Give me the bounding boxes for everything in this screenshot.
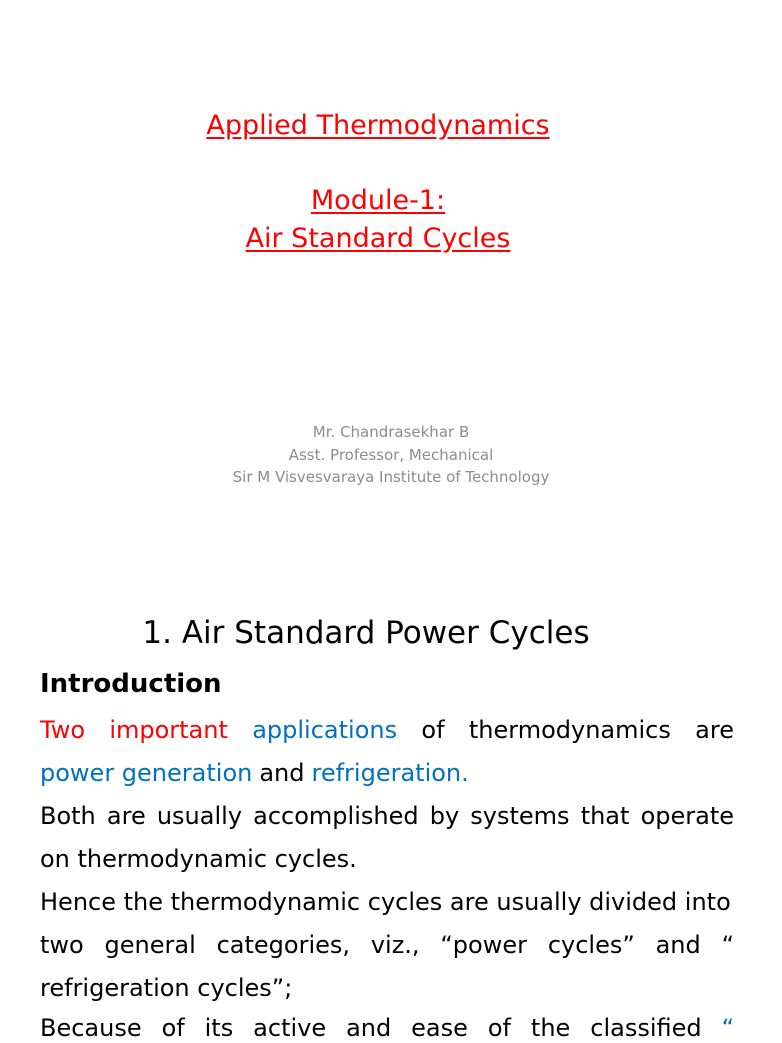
body-word: thermodynamics	[468, 716, 671, 744]
introduction-heading: Introduction	[40, 669, 222, 699]
body-word: general	[104, 931, 196, 959]
body-word: that	[580, 802, 630, 830]
body-word: and	[655, 931, 701, 959]
body-word: refrigeration.	[311, 759, 469, 787]
body-word: accomplished	[253, 802, 419, 830]
body-word: Because	[40, 1014, 142, 1042]
body-word: usually	[156, 802, 243, 830]
body-word: “	[721, 1014, 734, 1042]
presentation-title: Applied Thermodynamics	[206, 110, 550, 141]
body-word: are	[695, 716, 734, 744]
body-word: classified	[590, 1014, 702, 1042]
body-phrase: Hence the thermodynamic cycles are usually divided into	[40, 888, 731, 916]
author-institute: Sir M Visvesvaraya Institute of Technology	[232, 468, 550, 486]
body-word: are	[106, 802, 146, 830]
body-word: viz.,	[370, 931, 420, 959]
body-line-2	[40, 758, 734, 788]
body-word: important	[109, 716, 228, 744]
body-word: cycles”	[547, 931, 635, 959]
section-title: 1. Air Standard Power Cycles	[142, 615, 590, 651]
module-label: Module-1:	[310, 185, 446, 216]
body-line-6	[40, 930, 734, 960]
author-designation: Asst. Professor, Mechanical	[288, 446, 494, 464]
body-line-4	[40, 844, 734, 874]
body-word: categories,	[216, 931, 351, 959]
body-word: of	[487, 1014, 511, 1042]
body-word: and	[259, 759, 305, 787]
body-word: systems	[470, 802, 570, 830]
body-word: applications	[252, 716, 398, 744]
body-word: the	[530, 1014, 571, 1042]
body-line-8	[40, 1013, 734, 1043]
body-line-1	[40, 715, 734, 745]
body-word: Two	[40, 716, 85, 744]
body-phrase: power generation	[40, 759, 253, 787]
body-word: two	[40, 931, 84, 959]
author-name: Mr. Chandrasekhar B	[312, 423, 470, 441]
body-line-7	[40, 973, 734, 1003]
body-word: its	[204, 1014, 234, 1042]
body-word: active	[253, 1014, 327, 1042]
body-line-3	[40, 801, 734, 831]
body-phrase: on thermodynamic cycles.	[40, 845, 357, 873]
module-title: Air Standard Cycles	[245, 223, 511, 254]
body-phrase: refrigeration cycles”;	[40, 974, 293, 1002]
body-word: by	[429, 802, 460, 830]
body-word: ease	[411, 1014, 468, 1042]
body-word: of	[161, 1014, 185, 1042]
body-word: “	[721, 931, 734, 959]
body-line-5	[40, 887, 734, 917]
body-word: of	[421, 716, 445, 744]
body-word: “power	[440, 931, 527, 959]
body-word: operate	[640, 802, 734, 830]
body-word: Both	[40, 802, 96, 830]
body-word: and	[346, 1014, 392, 1042]
